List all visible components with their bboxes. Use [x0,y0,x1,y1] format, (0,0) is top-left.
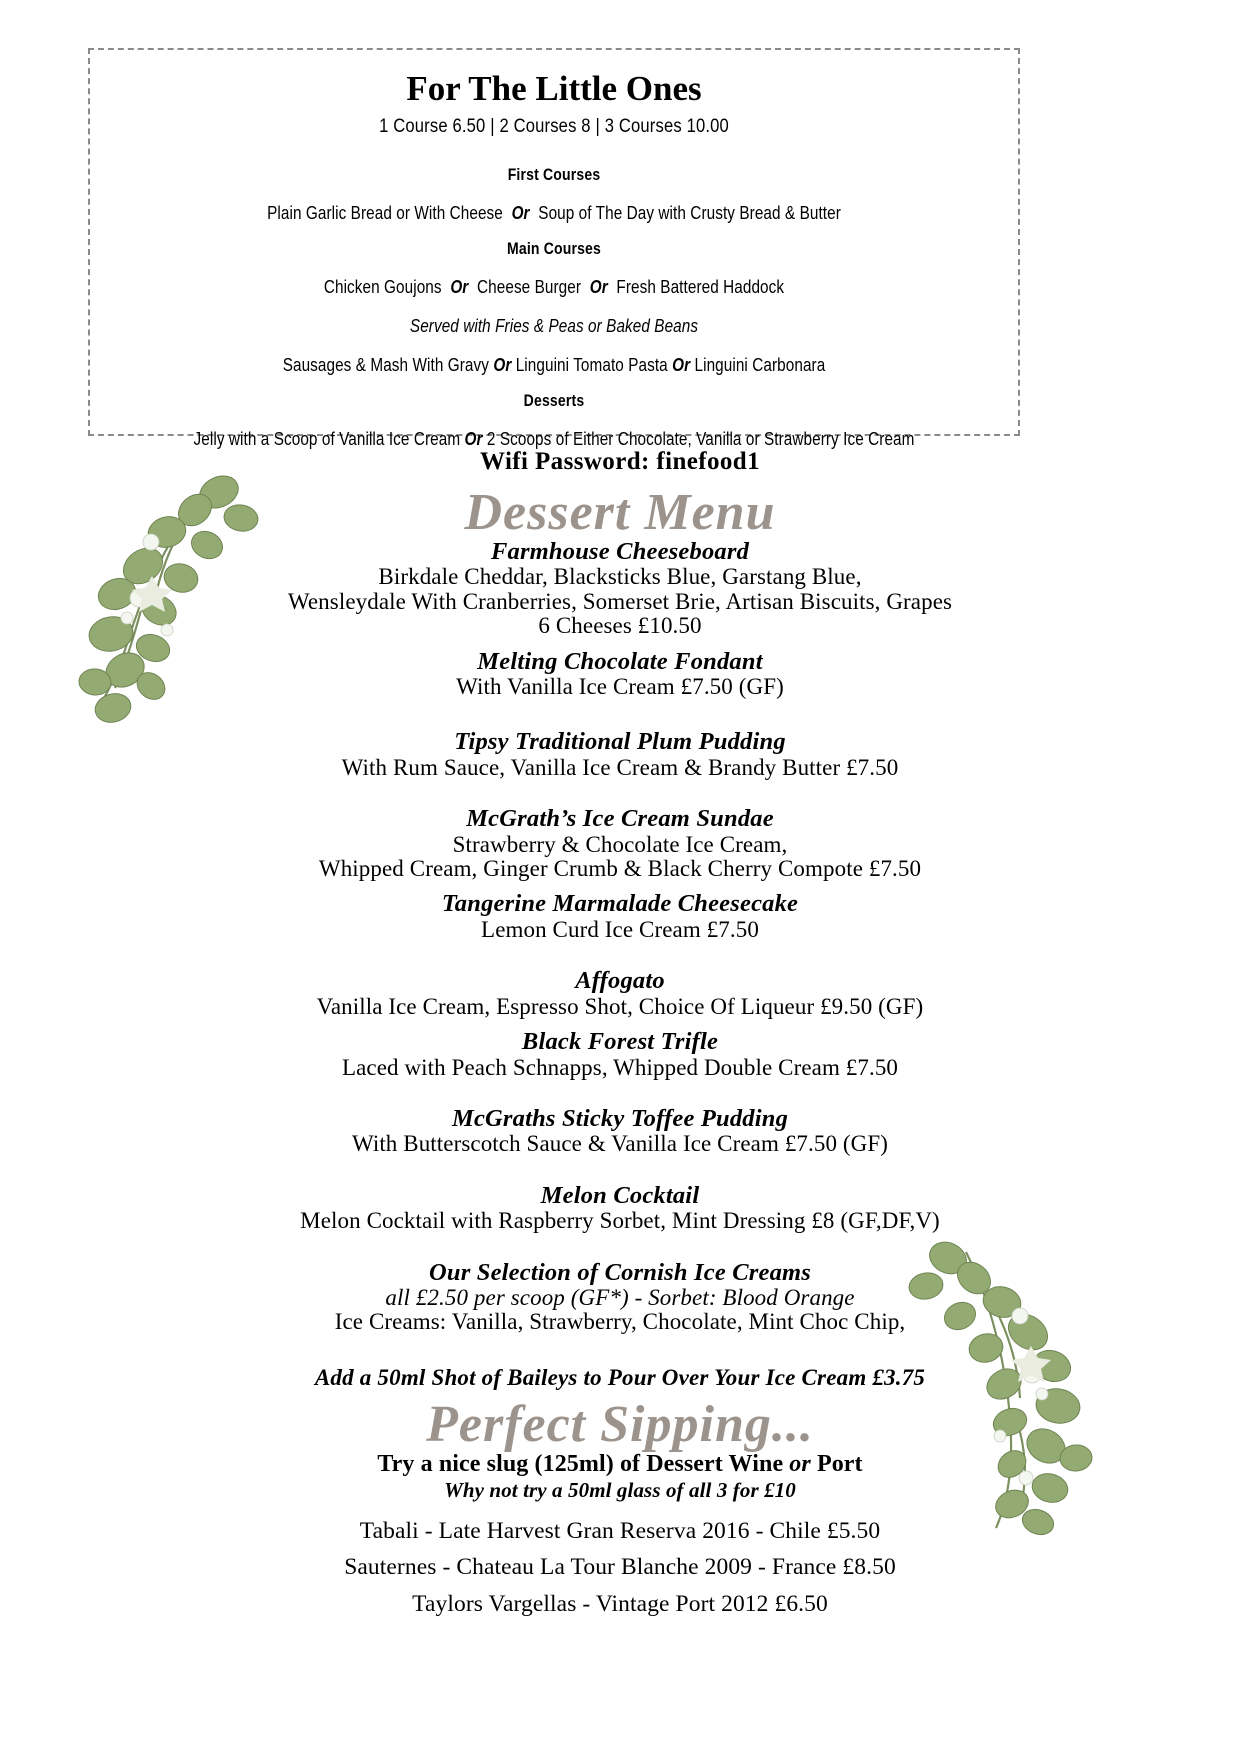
kids-menu-panel [88,48,1020,449]
kids-main-course-options-1 [160,277,949,298]
kids-first-course-option-b: Soup of The Day with Crusty Bread & Butter [538,202,841,223]
dessert-item [0,649,1240,700]
wifi-password: Wifi Password: finefood1 [480,448,760,475]
or-separator: Or [493,354,512,375]
perfect-sipping-heading [0,1451,1240,1478]
kids-menu-title: For The Little Ones [406,69,702,108]
perfect-sipping-title: Perfect Sipping... [426,1395,814,1453]
dessert-item [0,729,1240,780]
dessert-item-name: Farmhouse Cheeseboard [490,538,750,565]
dessert-item-price: 6 Cheeses £10.50 [538,613,702,639]
dessert-item-desc: Birkdale Cheddar, Blacksticks Blue, Garstang Blue, [378,564,862,590]
kids-main-option-a: Chicken Goujons [323,276,442,297]
wine-list-item: Taylors Vargellas - Vintage Port 2012 £6.50 [412,1590,828,1617]
dessert-item-name: Melon Cocktail [540,1181,700,1209]
kids-first-course-option-a: Plain Garlic Bread or With Cheese [267,202,503,223]
dessert-item-desc: With Butterscotch Sauce & Vanilla Ice Cream £7.50 (GF) [351,1131,889,1157]
dessert-item-name: McGraths Sticky Toffee Pudding [451,1104,789,1132]
or-separator: Or [589,276,608,297]
dessert-item-desc: With Vanilla Ice Cream £7.50 (GF) [456,674,784,700]
kids-main-course-served-note: Served with Fries & Peas or Baked Beans [409,315,699,336]
dessert-item-desc: Vanilla Ice Cream, Espresso Shot, Choice Of Liqueur £9.50 (GF) [316,993,924,1019]
sipping-heading-part2: Port [810,1450,863,1477]
dessert-item-desc: With Rum Sauce, Vanilla Ice Cream & Brandy Butter £7.50 [341,754,899,780]
dessert-item-desc: Laced with Peach Schnapps, Whipped Double Cream £7.50 [341,1054,899,1080]
dessert-item-name: Tipsy Traditional Plum Pudding [454,728,786,756]
dessert-item [0,1029,1240,1080]
or-separator: Or [450,276,469,297]
dessert-item-name: Our Selection of Cornish Ice Creams [428,1258,812,1286]
kids-main-course-options-2 [160,355,949,376]
dessert-item [0,1106,1240,1157]
kids-main-option-f: Linguini Carbonara [694,354,826,375]
dessert-item [0,806,1240,881]
kids-main-option-c: Fresh Battered Haddock [616,276,785,297]
dessert-item-desc: Wensleydale With Cranberries, Somerset Brie, Artisan Biscuits, Grapes [287,588,953,614]
kids-dessert-options [160,429,949,450]
kids-main-option-b: Cheese Burger [477,276,582,297]
dessert-item-name: Tangerine Marmalade Cheesecake [441,890,799,918]
kids-main-option-d: Sausages & Mash With Gravy [282,354,489,375]
dessert-item-desc: Lemon Curd Ice Cream £7.50 [481,916,759,942]
baileys-add-on-note: Add a 50ml Shot of Baileys to Pour Over Your Ice Cream £3.75 [314,1364,926,1390]
wine-list-item: Tabali - Late Harvest Gran Reserva 2016 - Chile £5.50 [359,1517,881,1544]
dessert-item-desc: Melon Cocktail with Raspberry Sorbet, Mint Dressing £8 (GF,DF,V) [300,1208,940,1234]
sipping-heading-or: or [789,1450,811,1477]
dessert-item-desc: Whipped Cream, Ginger Crumb & Black Cherry Compote £7.50 [318,856,922,882]
kids-dessert-option-a: Jelly with a Scoop of Vanilla Ice Cream [193,428,461,449]
dessert-item-desc: Ice Creams: Vanilla, Strawberry, Chocolate, Mint Choc Chip, [334,1309,906,1335]
kids-main-option-e: Linguini Tomato Pasta [515,354,668,375]
kids-section-heading-main-courses: Main Courses [506,239,602,258]
dessert-item-name: Black Forest Trifle [521,1028,719,1056]
dessert-item-name: Affogato [575,967,665,995]
sipping-heading-part1: Try a nice slug (125ml) of Dessert Wine [377,1450,790,1477]
kids-menu-prices: 1 Course 6.50 | 2 Courses 8 | 3 Courses 10.00 [379,114,729,137]
or-separator: Or [464,428,483,449]
dessert-menu-section [0,484,1240,1622]
kids-dessert-option-b: 2 Scoops of Either Chocolate, Vanilla or Strawberry Ice Cream [486,428,915,449]
dessert-item [0,1260,1240,1335]
perfect-sipping-subheading: Why not try a 50ml glass of all 3 for £10 [444,1477,796,1502]
dessert-item [0,891,1240,942]
kids-section-heading-desserts: Desserts [523,391,585,410]
dessert-item-name: McGrath’s Ice Cream Sundae [466,805,774,833]
or-separator: Or [511,202,530,223]
wine-list-item: Sauternes - Chateau La Tour Blanche 2009 - France £8.50 [344,1554,896,1581]
kids-section-heading-first-courses: First Courses [507,165,601,184]
dessert-item-desc: all £2.50 per scoop (GF*) - Sorbet: Blood Orange [385,1285,855,1311]
dessert-menu-title: Dessert Menu [464,484,776,541]
dessert-item-desc: Strawberry & Chocolate Ice Cream, [452,831,788,857]
dessert-item-name: Melting Chocolate Fondant [477,647,763,675]
dessert-item [0,1183,1240,1234]
dessert-item [0,968,1240,1019]
or-separator: Or [672,354,691,375]
dessert-item [0,539,1240,639]
kids-first-course-options [160,203,949,224]
